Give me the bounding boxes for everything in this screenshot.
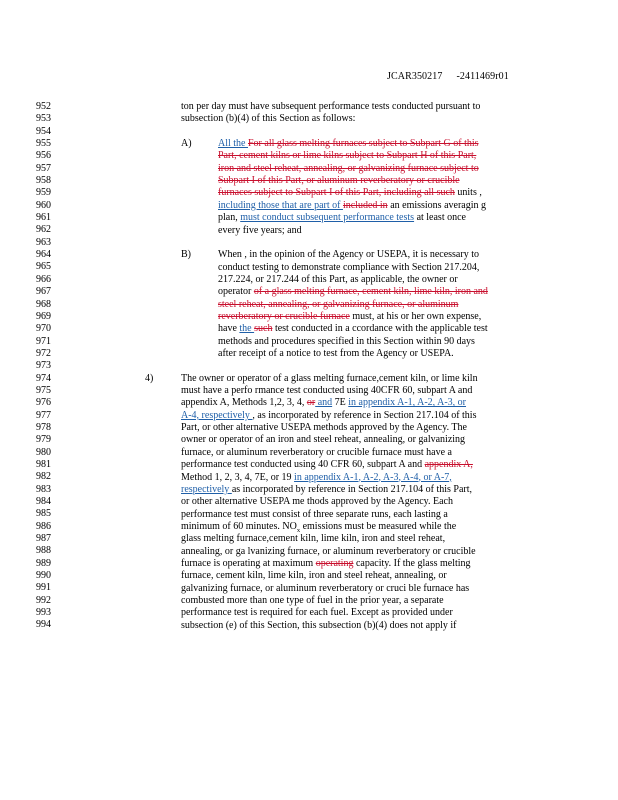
inserted-text: including those that are part of — [218, 199, 343, 211]
line-number: 954 — [36, 125, 51, 137]
line-number: 983 — [36, 483, 51, 495]
line-number: 968 — [36, 298, 51, 310]
line-number: 965 — [36, 261, 51, 273]
line-number: 991 — [36, 582, 51, 594]
deleted-text: Part, cement kilns or lime kilns subject to Subpart H of this Part, — [218, 150, 477, 162]
line-number: 957 — [36, 162, 51, 174]
line-number: 985 — [36, 508, 51, 520]
body-text: minimum of 60 minutes. NO — [181, 520, 297, 532]
line-number: 971 — [36, 335, 51, 347]
document-header — [387, 71, 509, 82]
body-text: Part, or other alternative USEPA methods approved by the Agency. The — [181, 422, 467, 434]
document-revision: -2411469r01 — [456, 71, 509, 82]
line-number: 978 — [36, 421, 51, 433]
body-text: an emissions averagin g — [387, 199, 486, 211]
body-text: ton per day must have subsequent performance tests conducted pursuant to — [181, 101, 481, 112]
body-text: , as incorporated by reference in Section 217.104 of this — [252, 409, 477, 421]
line-number: 973 — [36, 360, 51, 372]
line-number: 987 — [36, 533, 51, 545]
body-text: units , — [454, 187, 482, 199]
line-number: 976 — [36, 397, 51, 409]
list-marker-b: B) — [181, 249, 191, 260]
body-text: must have a perfo rmance test conducted using 40CFR 60, subpart A and — [181, 385, 473, 397]
line-number: 981 — [36, 458, 51, 470]
deleted-text: or — [306, 397, 316, 409]
body-text: furnace, or aluminum reverberatory or crucible furnace must have a — [181, 446, 452, 458]
line-number: 966 — [36, 273, 51, 285]
body-text: subsection (e) of this Section, this subsection (b)(4) does not apply if — [181, 619, 457, 631]
line-number: 962 — [36, 224, 51, 236]
inserted-text: respectively — [181, 483, 232, 495]
body-text: ppendix A, Methods 1,2, 3, 4, — [185, 397, 307, 409]
inserted-text: the — [239, 323, 255, 335]
line-number: 980 — [36, 446, 51, 458]
line-number: 992 — [36, 594, 51, 606]
body-text: a — [181, 397, 186, 409]
deleted-text: such — [254, 323, 273, 335]
body-text: at least once — [414, 212, 466, 224]
line-number: 993 — [36, 607, 51, 619]
body-text: or other alternative USEPA me thods approved by the Agency. Each — [181, 496, 453, 508]
body-text: after receipt of a notice to test from the Agency or USEPA. — [218, 348, 454, 359]
line-number: 964 — [36, 249, 51, 261]
line-number: 961 — [36, 212, 51, 224]
body-text: annealing, or ga lvanizing furnace, or aluminum reverberatory or crucible — [181, 545, 476, 557]
body-text: have — [218, 323, 240, 335]
document-id: JCAR350217 — [387, 71, 443, 82]
body-text: performance test must consist of three separate runs, each lasting a — [181, 508, 448, 520]
body-text: owner or operator of an iron and steel reheat, annealing, or galvanizing — [181, 434, 466, 446]
line-number: 972 — [36, 347, 51, 359]
body-text: every five years; and — [218, 224, 302, 236]
line-number: 960 — [36, 199, 51, 211]
list-marker-4: 4) — [145, 373, 154, 384]
line-number: 958 — [36, 175, 51, 187]
line-number: 970 — [36, 323, 51, 335]
deleted-text: operating — [315, 557, 354, 569]
body-text: test conducted in a ccordance with the applicable test — [272, 323, 488, 335]
line-number: 953 — [36, 113, 51, 125]
body-text: furnace, cement kiln, lime kiln, iron and steel reheat, annealing, or — [181, 570, 447, 582]
body-text: conduct testing to demonstrate compliance with Section 217.204, — [218, 261, 480, 273]
inserted-text: A-4, respectively — [181, 409, 253, 421]
body-text: performance test conducted using 40 CFR 60, subpart A and — [181, 459, 425, 471]
deleted-text: of a glass melting furnace, cement kiln, lime kiln, iron and — [253, 286, 488, 298]
line-number: 990 — [36, 570, 51, 582]
body-text: as incorporated by reference in Section 217.104 of this Part, — [231, 483, 473, 495]
line-number: 988 — [36, 545, 51, 557]
deleted-text: included in — [342, 199, 388, 211]
body-text: 7E — [332, 397, 349, 409]
line-numbers-column — [36, 101, 60, 632]
body-text: 217.224, or 217.244 of this Part, as applicable, the owner or — [218, 273, 458, 285]
line-number: 955 — [36, 138, 51, 150]
line-number: 982 — [36, 471, 51, 483]
line-number: 984 — [36, 496, 51, 507]
subscript-text: x — [296, 526, 301, 534]
line-number: 967 — [36, 286, 51, 298]
inserted-text: and — [315, 397, 333, 409]
inserted-text: in appendix A-1, A-2, A-3, or — [348, 397, 467, 409]
line-number: 969 — [36, 310, 51, 322]
list-marker-a: A) — [181, 138, 192, 149]
body-text: glass melting furnace,cement kiln, lime kiln, iron and steel reheat, — [181, 533, 446, 545]
line-number: 963 — [36, 236, 51, 248]
line-number: 989 — [36, 557, 51, 569]
inserted-text: in appendix A-1, A-2, A-3, A-4, or A-7, — [294, 471, 452, 483]
body-text: The owner or operator of a glass melting furnace,cement kiln, or lime kiln — [181, 372, 478, 384]
body-text: methods and procedures specified in this Section within 90 days — [218, 335, 475, 347]
line-number: 956 — [36, 150, 51, 162]
body-text: When , in the opinion of the Agency or USEPA, it is necessary to — [218, 249, 479, 261]
deleted-text: reverberatory or crucible furnace — [218, 310, 350, 322]
deleted-text: steel reheat, annealing, or galvanizing furnace, or aluminum — [218, 298, 459, 310]
inserted-text: must conduct subsequent performance tests — [240, 212, 415, 224]
line-number: 986 — [36, 520, 51, 532]
body-text: emissions must be measured while the — [300, 520, 457, 532]
body-text: capacity. If the glass melting — [353, 557, 471, 569]
deleted-text: iron and steel reheat, annealing, or galvanizing furnace subject to — [218, 162, 479, 174]
deleted-text: For all glass melting furnaces subject to Subpart G of this — [248, 138, 479, 150]
line-number: 975 — [36, 384, 51, 396]
body-text: furnace is operating at maximum — [181, 557, 316, 569]
line-number: 974 — [36, 372, 51, 384]
body-text: combusted more than one type of fuel in the prior year, a separate — [181, 595, 444, 606]
body-text: Method 1, 2, 3, 4, 7E, or 19 — [181, 471, 295, 483]
line-number: 977 — [36, 409, 51, 421]
line-number: 952 — [36, 101, 51, 112]
body-text: plan, — [218, 212, 241, 224]
body-text: must, at his or her own expense, — [349, 310, 482, 322]
line-number: 994 — [36, 619, 51, 631]
body-text: performance test is required for each fuel. Except as provided under — [181, 607, 453, 619]
line-number: 979 — [36, 434, 51, 446]
deleted-text: furnaces subject to Subpart I of this Part, including all such — [218, 187, 455, 199]
body-text: galvanizing furnace, or aluminum reverberatory or cruci ble furnace has — [181, 582, 470, 594]
line-number: 959 — [36, 187, 51, 199]
inserted-text: All the — [218, 138, 248, 150]
deleted-text: Subpart I of this Part, or aluminum reverberatory or crucible — [218, 175, 460, 187]
body-text: operator — [218, 286, 254, 298]
body-text: subsection (b)(4) of this Section as follows: — [181, 113, 356, 125]
deleted-text: appendix A, — [424, 459, 473, 471]
